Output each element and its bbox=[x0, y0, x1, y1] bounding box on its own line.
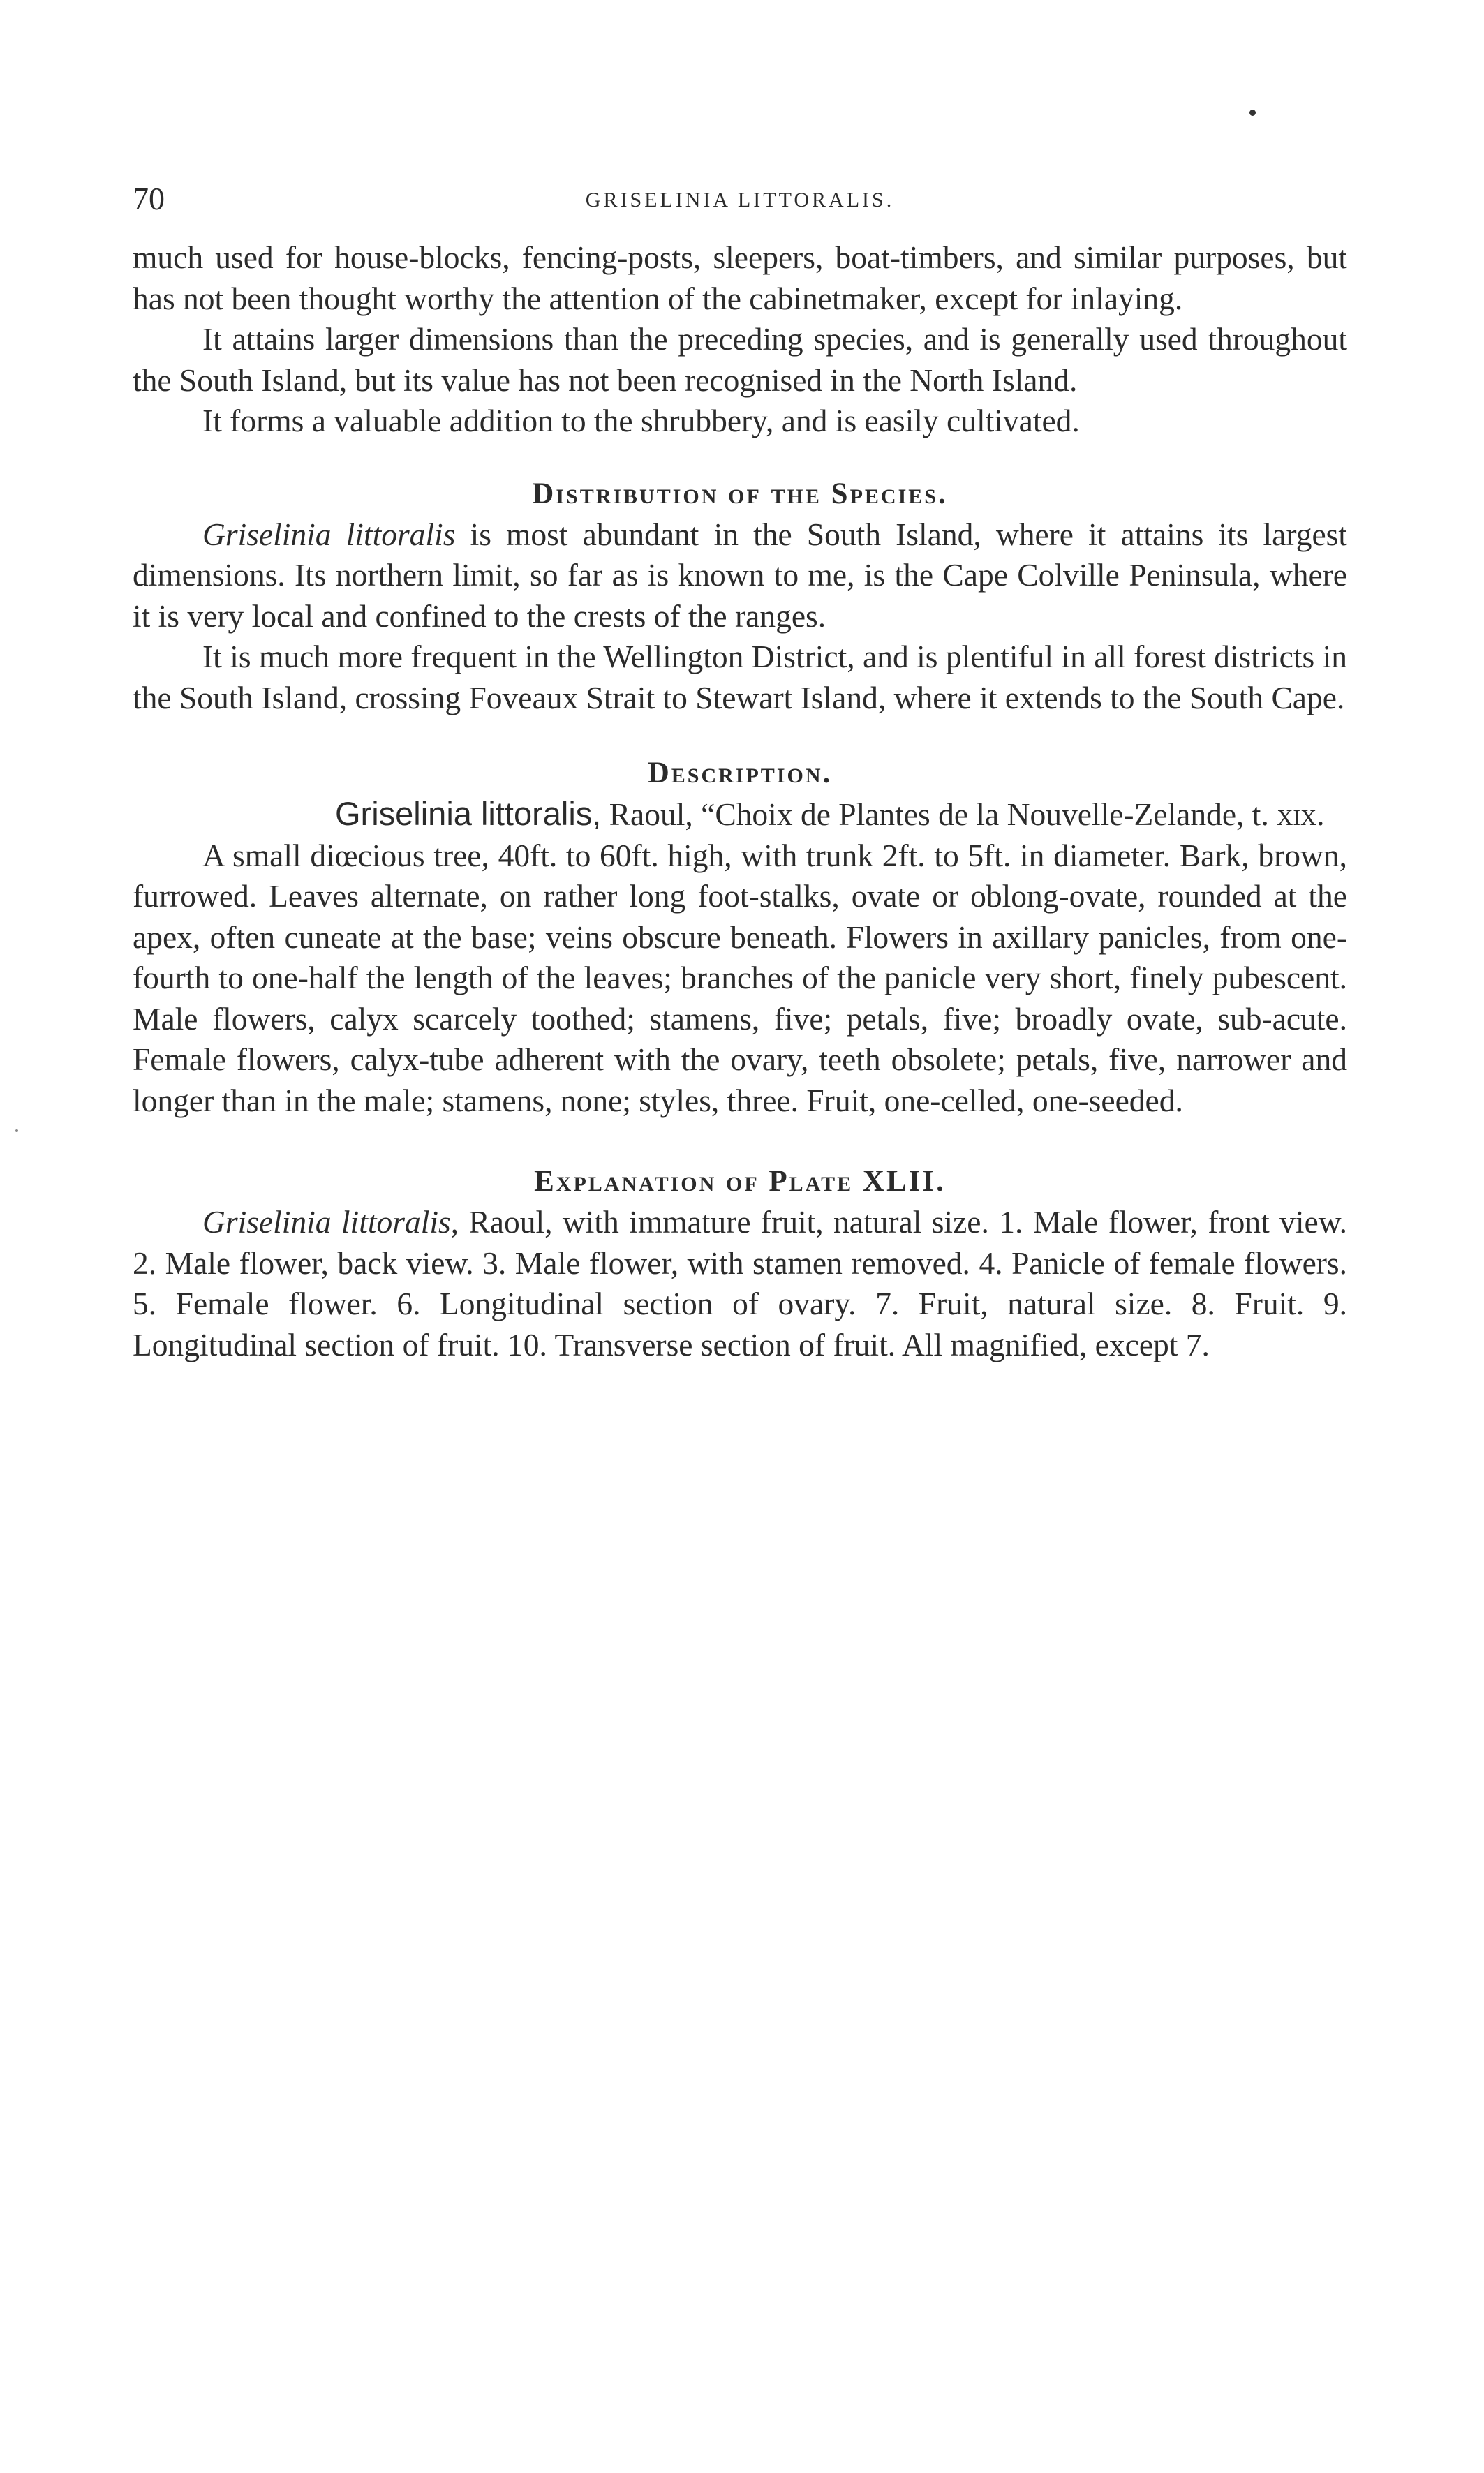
taxon-citation bbox=[133, 794, 1347, 836]
distribution-paragraph-1 bbox=[133, 514, 1347, 637]
species-name-italic: Griselinia littoralis bbox=[202, 516, 456, 552]
explanation-text: Raoul, with immature fruit, natural size. 1. Male flower, front view. 2. Male flower, back view. 3. Male flower, with stamen removed. 4. Panicle of female flowers. 5. Female flower. 6. Longitudinal section of ovary. 7. Fruit, natural size. 8. Fruit. 9. Longitudinal section of fruit. 10. Transverse section of fruit. All magnified, except 7. bbox=[133, 1204, 1347, 1362]
running-title: GRISELINIA LITTORALIS. bbox=[585, 188, 895, 211]
distribution-text: is most abundant in the South Island, where it attains its largest dimensions. Its northern limit, so far as is known to me, is the Cape Colville Peninsula, where it is very local and confined to the crests of the ranges. bbox=[133, 516, 1347, 634]
distribution-paragraph-2: It is much more frequent in the Wellington District, and is plentiful in all forest districts in the South Island, crossing Foveaux Strait to Stewart Island, where it extends to the South Cape. bbox=[133, 639, 1347, 715]
page-body bbox=[133, 237, 1347, 1365]
printing-speck bbox=[1249, 110, 1256, 116]
explanation-heading: Explanation of Plate XLII. bbox=[534, 1165, 946, 1198]
taxon-reference: Raoul, “Choix de Plantes de la Nouvelle-Zelande, t. bbox=[601, 796, 1277, 832]
paragraph-dimensions: It attains larger dimensions than the preceding species, and is generally used throughout the South Island, but its value has not been recognised in the North Island. bbox=[133, 321, 1347, 398]
description-heading: Description. bbox=[647, 757, 833, 789]
taxon-name: Griselinia littoralis, bbox=[335, 795, 602, 832]
description-body: A small diœcious tree, 40ft. to 60ft. high, with trunk 2ft. to 5ft. in diameter. Bark, brown, furrowed. Leaves alternate, on rather long foot-stalks, ovate or oblong-ovate, rounded at the apex, often cuneate at the base; veins obscure beneath. Flowers in axillary panicles, from one-fourth to one-half the length of the leaves; branches of the panicle very short, finely pubescent. Male flowers, calyx scarcely toothed; stamens, five; petals, five; broadly ovate, sub-acute. Female flowers, calyx-tube adherent with the ovary, teeth obsolete; petals, five, narrower and longer than in the male; stamens, none; styles, three. Fruit, one-celled, one-seeded. bbox=[133, 837, 1347, 1118]
paragraph-shrubbery: It forms a valuable addition to the shrubbery, and is easily cultivated. bbox=[202, 403, 1080, 438]
paragraph-continuation: much used for house-blocks, fencing-posts, sleepers, boat-timbers, and similar purposes, but has not been thought worthy the attention of the cabinetmaker, except for inlaying. bbox=[133, 239, 1347, 316]
page-header bbox=[133, 178, 1347, 220]
plate-reference: xix bbox=[1277, 796, 1317, 832]
stray-mark bbox=[15, 1129, 18, 1132]
explanation-species-italic: Griselinia littoralis, bbox=[202, 1204, 459, 1240]
page-number: 70 bbox=[133, 181, 165, 216]
explanation-paragraph bbox=[133, 1202, 1347, 1365]
taxon-end: . bbox=[1316, 796, 1325, 832]
distribution-heading: Distribution of the Species. bbox=[532, 477, 948, 510]
